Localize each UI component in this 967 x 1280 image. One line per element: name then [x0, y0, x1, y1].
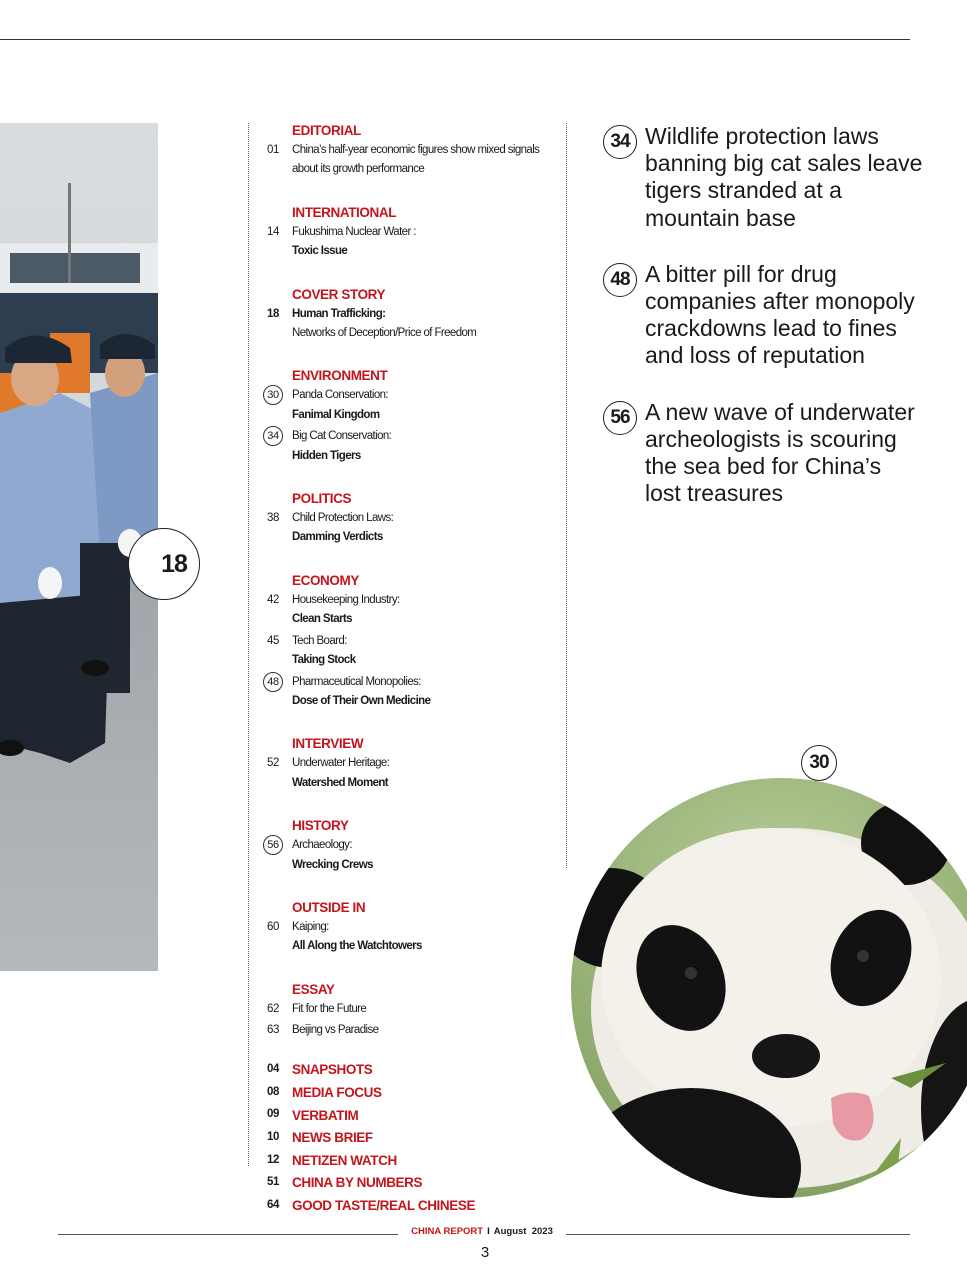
- entry-page: 63: [267, 1024, 279, 1037]
- dept-page: 08: [267, 1085, 279, 1098]
- toc-section-politics: [258, 490, 558, 548]
- footer-rule: [58, 1234, 398, 1235]
- entry-line1: China’s half-year economic figures show mixed signals: [292, 144, 540, 156]
- feature-text: A bitter pill for drug companies after monopoly crackdowns lead to fines and loss of reputation: [645, 260, 915, 369]
- issue-date: August 2023: [493, 1226, 553, 1237]
- toc-entry[interactable]: [258, 1021, 558, 1040]
- toc-entry[interactable]: [258, 305, 558, 344]
- toc-entry[interactable]: [258, 836, 558, 875]
- toc-entry[interactable]: [258, 918, 558, 957]
- feature-page-badge: 48: [603, 263, 637, 297]
- entry-line1: Human Trafficking:: [292, 307, 386, 320]
- toc-entry[interactable]: [258, 223, 558, 262]
- feature-item[interactable]: [603, 123, 923, 232]
- entry-page-circled: 48: [263, 672, 283, 692]
- entry-line2: All Along the Watchtowers: [292, 940, 422, 953]
- toc-entry[interactable]: [258, 754, 558, 793]
- entry-page: 45: [267, 634, 279, 647]
- panda-photo: [551, 778, 967, 1198]
- feature-text: A new wave of underwater archeologists is scouring the sea bed for China’s lost treasures: [645, 398, 915, 507]
- department-item[interactable]: [258, 1081, 558, 1104]
- entry-line2: Hidden Tigers: [292, 449, 361, 462]
- dept-name: VERBATIM: [292, 1107, 359, 1123]
- section-title: OUTSIDE IN: [292, 899, 366, 915]
- toc-section-environment: [258, 367, 558, 466]
- section-title: EDITORIAL: [292, 123, 361, 138]
- entry-line2: Dose of Their Own Medicine: [292, 694, 431, 707]
- toc-section-editorial: [258, 122, 558, 180]
- department-item[interactable]: [258, 1172, 558, 1195]
- entry-page: 38: [267, 512, 279, 525]
- entry-line1: Housekeeping Industry:: [292, 593, 400, 606]
- dept-name: NETIZEN WATCH: [292, 1152, 397, 1168]
- toc-section-economy: [258, 572, 558, 711]
- toc-entry[interactable]: [258, 632, 558, 671]
- dept-page: 64: [267, 1198, 279, 1211]
- entry-line2: Damming Verdicts: [292, 531, 383, 544]
- entry-page-circled: 30: [263, 385, 283, 405]
- toc-entry[interactable]: [258, 386, 558, 425]
- entry-page-circled: 34: [263, 426, 283, 446]
- dept-page: 51: [267, 1176, 279, 1189]
- toc-entry[interactable]: [258, 1000, 558, 1019]
- entry-line1: Underwater Heritage:: [292, 757, 390, 770]
- entry-page-circled: 56: [263, 835, 283, 855]
- entry-line1: Fit for the Future: [292, 1002, 367, 1015]
- table-of-contents: [258, 122, 558, 1217]
- toc-section-outside-in: [258, 899, 558, 957]
- entry-page: 14: [267, 225, 279, 238]
- entry-line2: Wrecking Crews: [292, 858, 373, 871]
- magazine-name: CHINA REPORT: [411, 1226, 484, 1237]
- department-item[interactable]: [258, 1149, 558, 1172]
- features-divider: [566, 123, 567, 868]
- entry-line1: Tech Board:: [292, 634, 347, 647]
- entry-line1: Panda Conservation:: [292, 389, 389, 402]
- entry-line2: about its growth performance: [292, 163, 425, 176]
- section-title: ECONOMY: [292, 572, 359, 588]
- feature-text: Wildlife protection laws banning big cat sales leave tigers stranded at a mountain base: [645, 123, 923, 231]
- entry-page: 42: [267, 593, 279, 606]
- department-item[interactable]: [258, 1104, 558, 1127]
- section-title: INTERNATIONAL: [292, 204, 397, 220]
- dept-page: 12: [267, 1153, 279, 1166]
- panda-page-badge[interactable]: 30: [801, 745, 837, 781]
- dept-name: CHINA BY NUMBERS: [292, 1175, 423, 1191]
- entry-page: 62: [267, 1002, 279, 1015]
- feature-page-badge: 34: [603, 125, 637, 159]
- section-title: COVER STORY: [292, 286, 386, 302]
- toc-section-interview: [258, 735, 558, 793]
- dept-page: 10: [267, 1130, 279, 1143]
- entry-line1: Archaeology:: [292, 839, 352, 852]
- feature-highlights: [603, 123, 923, 536]
- top-rule: [0, 39, 910, 40]
- entry-line2: Fanimal Kingdom: [292, 408, 380, 421]
- toc-section-history: [258, 817, 558, 875]
- section-title: ESSAY: [292, 981, 335, 997]
- dept-page: 04: [267, 1063, 279, 1076]
- section-title: INTERVIEW: [292, 736, 364, 752]
- feature-item[interactable]: [603, 261, 923, 370]
- entry-line1: Child Protection Laws:: [292, 512, 394, 525]
- entry-line1: Pharmaceutical Monopolies:: [292, 675, 421, 688]
- toc-entry[interactable]: [258, 509, 558, 548]
- dept-name: NEWS BRIEF: [292, 1130, 373, 1146]
- entry-page: 52: [267, 757, 279, 770]
- entry-page: 60: [267, 920, 279, 933]
- toc-section-cover-story: [258, 286, 558, 344]
- footer: [398, 1226, 566, 1237]
- departments-list: [258, 1059, 558, 1217]
- dept-name: SNAPSHOTS: [292, 1062, 373, 1078]
- toc-entry[interactable]: [258, 141, 558, 180]
- department-item[interactable]: [258, 1126, 558, 1149]
- footer-rule: [566, 1234, 910, 1235]
- section-title: HISTORY: [292, 818, 349, 834]
- footer-separator: I: [487, 1226, 490, 1237]
- entry-line1: Big Cat Conservation:: [292, 430, 392, 443]
- entry-line2: Taking Stock: [292, 654, 356, 667]
- section-title: POLITICS: [292, 491, 352, 507]
- toc-entry[interactable]: [258, 673, 558, 712]
- toc-entry[interactable]: [258, 591, 558, 630]
- feature-page-badge: 56: [603, 401, 637, 435]
- entry-page: 01: [267, 144, 279, 156]
- toc-entry[interactable]: [258, 427, 558, 466]
- dept-name: MEDIA FOCUS: [292, 1084, 382, 1100]
- toc-divider: [248, 123, 249, 1166]
- toc-section-international: [258, 204, 558, 262]
- page-number: 3: [480, 1244, 490, 1261]
- dept-page: 09: [267, 1108, 279, 1121]
- entry-page: 18: [267, 307, 279, 320]
- entry-line1: Beijing vs Paradise: [292, 1024, 379, 1037]
- department-item[interactable]: [258, 1059, 558, 1082]
- entry-line2: Watershed Moment: [292, 776, 389, 789]
- entry-line1: Kaiping:: [292, 920, 329, 933]
- entry-line2: Toxic Issue: [292, 245, 348, 258]
- entry-line1: Fukushima Nuclear Water :: [292, 225, 416, 238]
- department-item[interactable]: [258, 1194, 558, 1217]
- feature-item[interactable]: [603, 399, 923, 508]
- entry-line2: Networks of Deception/Price of Freedom: [292, 327, 477, 340]
- dept-name: GOOD TASTE/REAL CHINESE: [292, 1197, 476, 1213]
- toc-section-essay: [258, 981, 558, 1041]
- section-title: ENVIRONMENT: [292, 368, 388, 384]
- entry-line2: Clean Starts: [292, 613, 352, 626]
- cover-story-page-badge[interactable]: 18: [128, 528, 200, 600]
